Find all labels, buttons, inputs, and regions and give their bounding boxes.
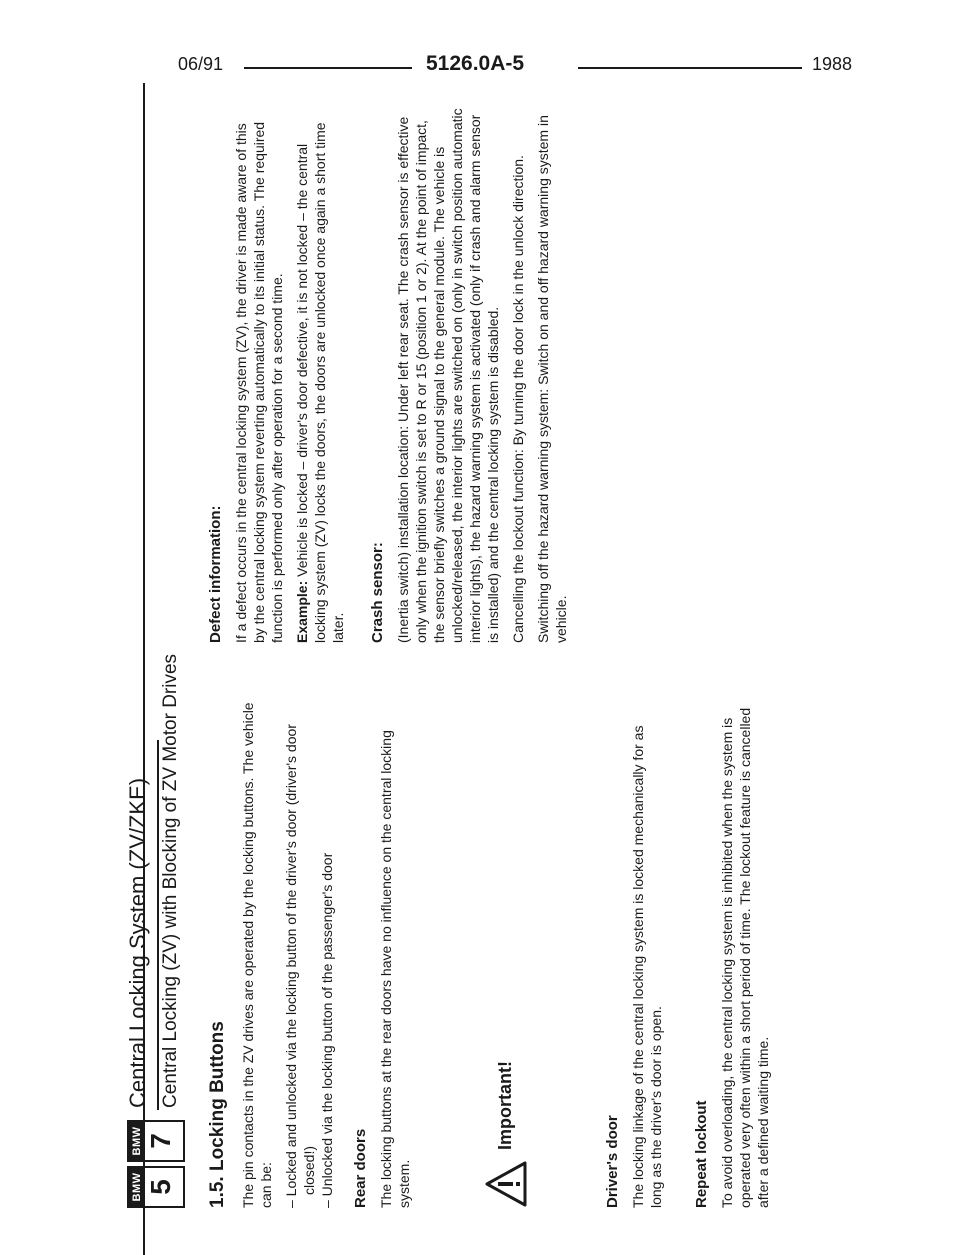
left-column [207, 700, 779, 1208]
example-text: Vehicle is locked – driver's door defective, it is not locked – the central locking system (ZV) locks the doors, the doors are unlocked once again a short time later. [294, 122, 346, 643]
header-date: 06/91 [178, 54, 224, 74]
cancel-lockout-paragraph: Cancelling the lockout function: By turning the door lock in the unlock direction. [510, 155, 526, 643]
logo-box-5 [127, 1166, 185, 1208]
rear-doors-paragraph: The locking buttons at the rear doors have no influence on the central locking system. [378, 730, 412, 1208]
right-column [207, 108, 577, 643]
important-label: Important! [495, 1061, 515, 1150]
header-year: 1988 [812, 54, 853, 74]
logo-box-7 [127, 1120, 185, 1162]
page-subtitle: Central Locking (ZV) with Blocking of ZV Motor Drives [160, 653, 181, 1108]
rear-doors-heading: Rear doors [352, 1128, 369, 1208]
spacer [554, 700, 588, 1208]
list-item: – Unlocked via the locking button of the passenger's door [319, 852, 335, 1208]
title-underline [157, 740, 159, 1110]
logo-number: 5 [145, 1179, 176, 1195]
example-label: Example: [294, 580, 310, 643]
title-row [127, 108, 191, 1208]
important-notice [478, 700, 550, 1208]
logo-word: BMW [129, 1168, 145, 1206]
crash-sensor-heading: Crash sensor: [369, 542, 386, 643]
bmw-series-logo [127, 1120, 185, 1208]
rotated-page-content [127, 108, 827, 1208]
drivers-door-paragraph: The locking linkage of the central locking system is locked mechanically for as long as the driver's door is open. [630, 725, 664, 1208]
header-rule-left [244, 67, 412, 69]
defect-heading: Defect information: [207, 505, 224, 643]
repeat-lockout-heading: Repeat lockout [693, 1100, 710, 1208]
drivers-door-heading: Driver's door [604, 1115, 621, 1208]
repeat-lockout-paragraph: To avoid overloading, the central locking system is inhibited when the system is operated very often within a short period of time. The lockout feature is cancelled after a defined waiting time. [719, 707, 771, 1208]
document-code: 5126.0A-5 [426, 52, 525, 75]
capability-list [282, 700, 336, 1208]
warning-triangle-icon [484, 1160, 528, 1208]
page-title: Central Locking System (ZV/ZKE) [125, 777, 150, 1108]
list-item: – Locked and unlocked via the locking button of the driver's door (driver's door closed!) [283, 724, 317, 1208]
header-rule-right [578, 67, 802, 69]
logo-number: 7 [145, 1133, 176, 1149]
defect-paragraph: If a defect occurs in the central locking system (ZV), the driver is made aware of this by the central locking system reverting automatically to its initial status. The required function is performed only after operation for a second time. [233, 121, 285, 643]
spacer [420, 700, 466, 1208]
hazard-warning-paragraph: Switching off the hazard warning system: Switch on and off hazard warning system in vehicle. [535, 115, 569, 643]
crash-sensor-paragraph: (Inertia switch) installation location: Under left rear seat. The crash sensor is effective only when the ignition switch is set to R or 15 (position 1 or 2). At the point of impact, the sensor briefly switches a ground signal to the general module. The vehicle is unlocked/released, the interior lights are switched on (only in switch position automatic interior lights), the hazard warning system is activated (only if crash and alarm sensor is installed) and the central locking system is disabled. [395, 108, 501, 643]
section-heading: 1.5. Locking Buttons [207, 1021, 228, 1208]
example-paragraph [293, 108, 347, 643]
intro-paragraph: The pin contacts in the ZV drives are operated by the locking buttons. The vehicle can be: [240, 702, 274, 1208]
page-header [0, 50, 960, 86]
logo-word: BMW [129, 1122, 145, 1160]
